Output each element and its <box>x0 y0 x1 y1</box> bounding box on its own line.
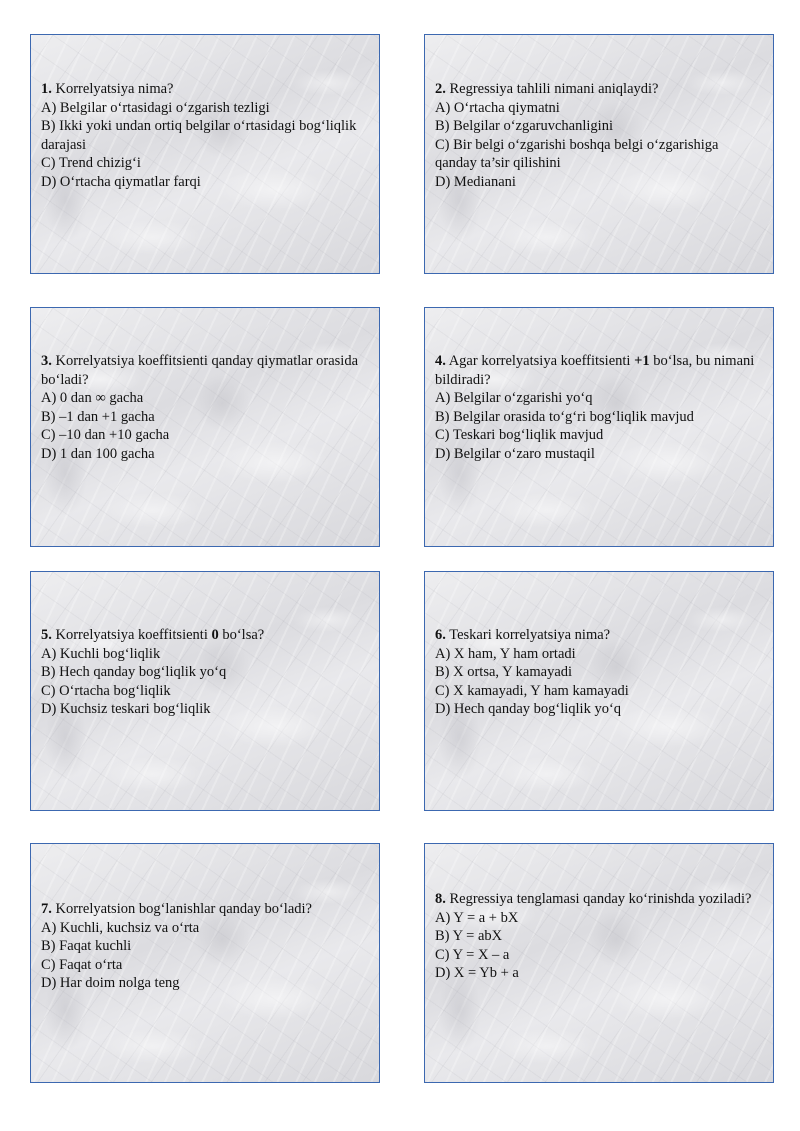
question-line <box>41 352 369 389</box>
option-d: D) O‘rtacha qiymatlar farqi <box>41 173 201 190</box>
option-c: C) Trend chizig‘i <box>41 155 141 171</box>
question-line <box>435 352 763 389</box>
option-c: C) X kamayadi, Y ham kamayadi <box>435 682 629 699</box>
question-card-8 <box>424 843 774 1083</box>
question-number: 6. <box>435 627 446 643</box>
card-text <box>41 80 369 191</box>
option-b: B) Faqat kuchli <box>41 938 132 954</box>
option-c: C) O‘rtacha bog‘liqlik <box>41 682 171 699</box>
option-a: A) Kuchli bog‘liqlik <box>41 645 161 662</box>
question-line <box>41 900 369 919</box>
question-text: Korrelyatsion bog‘lanishlar qanday bo‘ladi? <box>55 901 312 917</box>
question-line <box>41 80 369 99</box>
question-line <box>435 626 763 645</box>
card-text <box>435 626 763 719</box>
question-text: Regressiya tenglamasi qanday ko‘rinishda yoziladi? <box>449 891 752 907</box>
card-text <box>435 890 763 983</box>
question-number: 1. <box>41 81 52 97</box>
question-card-7 <box>30 843 380 1083</box>
option-d: D) Hech qanday bog‘liqlik yo‘q <box>435 701 622 717</box>
option-a: A) Y = a + bX <box>435 909 519 926</box>
option-c: C) Teskari bog‘liqlik mavjud <box>435 427 604 443</box>
option-b: B) Hech qanday bog‘liqlik yo‘q <box>41 664 227 680</box>
option-b: B) X ortsa, Y kamayadi <box>435 664 573 680</box>
question-text-end: bo‘lsa, bu nimani bildiradi? <box>435 353 755 388</box>
card-text <box>41 900 369 993</box>
question-number: 2. <box>435 81 446 97</box>
option-d: D) Medianani <box>435 173 516 190</box>
option-a: A) X ham, Y ham ortadi <box>435 645 576 662</box>
question-text: Korrelyatsiya nima? <box>55 81 174 97</box>
question-card-1 <box>30 34 380 274</box>
question-emphasis: 0 <box>211 627 219 643</box>
question-line <box>435 890 763 909</box>
question-card-5 <box>30 571 380 811</box>
option-a: A) O‘rtacha qiymatni <box>435 99 560 116</box>
question-number: 5. <box>41 627 52 643</box>
option-d: D) Belgilar o‘zaro mustaqil <box>435 445 595 462</box>
question-text: Korrelyatsiya koeffitsienti qanday qiymatlar orasida bo‘ladi? <box>41 353 359 388</box>
option-b: B) –1 dan +1 gacha <box>41 408 155 425</box>
option-a: A) Kuchli, kuchsiz va o‘rta <box>41 919 200 936</box>
option-a: A) 0 dan ∞ gacha <box>41 390 144 406</box>
question-text-start: Korrelyatsiya koeffitsienti <box>55 627 212 643</box>
option-b: B) Y = abX <box>435 928 503 944</box>
option-d: D) 1 dan 100 gacha <box>41 445 155 462</box>
question-line <box>435 80 763 99</box>
question-number: 4. <box>435 353 446 369</box>
option-c: C) –10 dan +10 gacha <box>41 427 170 443</box>
question-text-start: Agar korrelyatsiya koeffitsienti <box>448 353 635 369</box>
question-card-6 <box>424 571 774 811</box>
option-a: A) Belgilar o‘zgarishi yo‘q <box>435 390 593 406</box>
question-text: Regressiya tahlili nimani aniqlaydi? <box>449 81 659 97</box>
card-text <box>435 80 763 191</box>
option-d: D) X = Yb + a <box>435 965 519 981</box>
question-card-2 <box>424 34 774 274</box>
question-card-3 <box>30 307 380 547</box>
question-emphasis: +1 <box>634 353 650 369</box>
option-b: B) Belgilar orasida to‘g‘ri bog‘liqlik mavjud <box>435 408 694 425</box>
option-b: B) Belgilar o‘zgaruvchanligini <box>435 118 613 134</box>
option-c: C) Faqat o‘rta <box>41 956 123 973</box>
option-a: A) Belgilar o‘rtasidagi o‘zgarish tezligi <box>41 99 270 116</box>
card-text <box>435 352 763 463</box>
option-d: D) Kuchsiz teskari bog‘liqlik <box>41 701 211 717</box>
question-text-end: bo‘lsa? <box>218 627 265 643</box>
question-number: 7. <box>41 901 52 917</box>
card-text <box>41 352 369 463</box>
question-text: Teskari korrelyatsiya nima? <box>449 627 611 643</box>
card-text <box>41 626 369 719</box>
question-number: 3. <box>41 353 52 369</box>
option-c: C) Bir belgi o‘zgarishi boshqa belgi o‘zgarishiga qanday ta’sir qilishini <box>435 136 719 171</box>
question-card-4 <box>424 307 774 547</box>
option-c: C) Y = X – a <box>435 946 510 963</box>
option-b: B) Ikki yoki undan ortiq belgilar o‘rtasidagi bog‘liqlik darajasi <box>41 118 357 153</box>
question-number: 8. <box>435 891 446 907</box>
question-line <box>41 626 369 645</box>
option-d: D) Har doim nolga teng <box>41 975 180 991</box>
